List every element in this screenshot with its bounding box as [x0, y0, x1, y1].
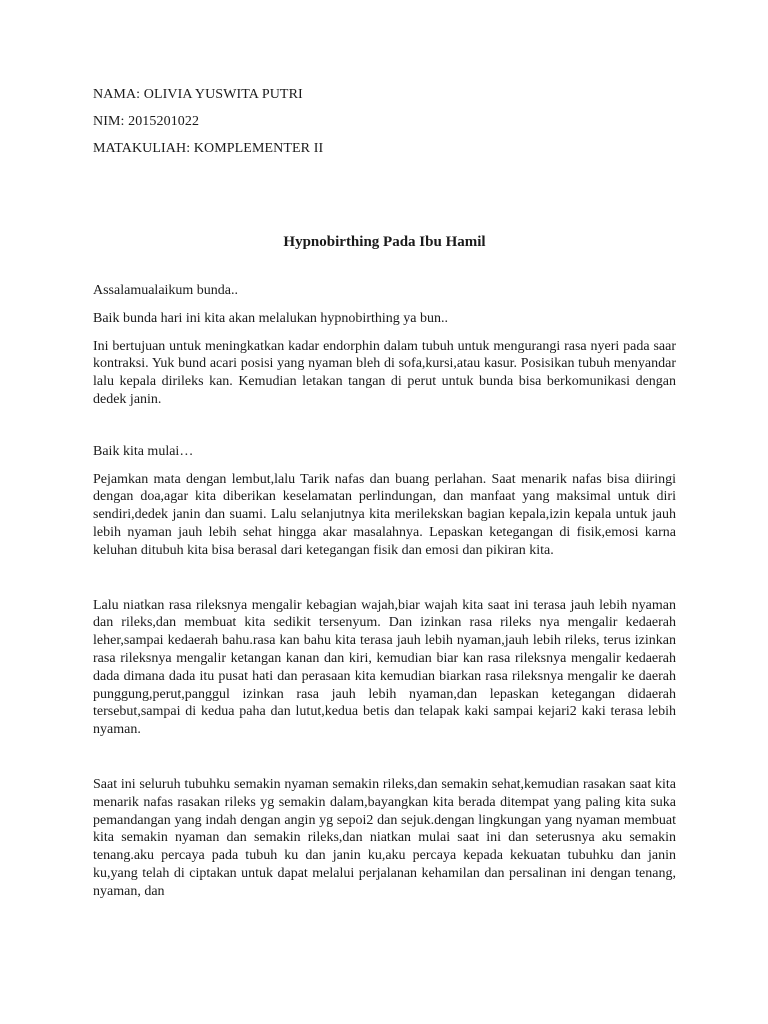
document-title: Hypnobirthing Pada Ibu Hamil: [283, 234, 486, 250]
student-id-line: NIM: 2015201022: [93, 114, 200, 129]
relaxation-paragraph: Lalu niatkan rasa rileksnya mengalir kebagian wajah,biar wajah kita saat ini terasa jauh lebih nyaman dan rileks,dan membuat kita sedikit tersenyum. Dan izinkan rasa rileks nya mengalir kedaerah leher,sampai kedaerah bahu.rasa kan bahu kita terasa jauh lebih nyaman,jauh lebih rileks, terus izinkan rasa rileksnya mengalir ketangan kanan dan kiri, kemudian biar kan rasa rileksnya mengalir kedaerah dada dimana dada itu pusat hati dan perasaan kita kemudian biarkan rasa rileksnya mengalir ke daerah punggung,perut,panggul izinkan rasa jauh lebih nyaman,dan lepaskan ketegangan didaerah tersebut,sampai di kedua paha dan lutut,kedua betis dan telapak kaki sampai kejari2 kaki terasa lebih nyaman.: [93, 597, 676, 738]
intro-paragraph: Baik bunda hari ini kita akan melalukan hypnobirthing ya bun..: [93, 310, 448, 326]
breathing-paragraph: Pejamkan mata dengan lembut,lalu Tarik nafas dan buang perlahan. Saat menarik nafas bisa diiringi dengan doa,agar kita diberikan keselamatan perlindungan, dan manfaat yang maksimal untuk diri sendiri,dedek janin dan suami. Lalu selanjutnya kita merilekskan bagian kepala,izin kepala untuk jauh lebih nyaman jauh lebih sehat hingga akar masalahnya. Lepaskan ketegangan di fisik,emosi karna keluhan ditubuh kita bisa berasal dari ketegangan fisik dan emosi dan pikiran kita.: [93, 471, 676, 558]
student-name-line: NAMA: OLIVIA YUSWITA PUTRI: [93, 87, 303, 102]
greeting-paragraph: Assalamualaikum bunda..: [93, 283, 239, 298]
purpose-paragraph: Ini bertujuan untuk meningkatkan kadar endorphin dalam tubuh untuk mengurangi rasa nyeri pada saar kontraksi. Yuk bund acari posisi yang nyaman bleh di sofa,kursi,atau kasur. Posisikan tubuh menyandar lalu kepala dirileks kan. Kemudian letakan tangan di perut untuk bunda bisa berkomunikasi dengan dedek janin.: [93, 338, 676, 407]
document-page: [93, 86, 676, 912]
start-paragraph: Baik kita mulai…: [93, 443, 194, 459]
visualization-paragraph: Saat ini seluruh tubuhku semakin nyaman semakin rileks,dan semakin sehat,kemudian rasakan saat kita menarik nafas rasakan rileks yg semakin dalam,bayangkan kita berada ditempat yang paling kita suka pemandangan yang indah dengan angin yg sepoi2 dan sejuk.dengan lingkungan yang nyaman membuat kita semakin nyaman dan semakin rileks,dan niatkan mulai saat ini dan seterusnya aku semakin tenang.aku percaya pada tubuh ku dan janin ku,aku percaya kepada kekuatan tubuhku dan janin ku,yang telah di ciptakan untuk dapat melalui perjalanan kehamilan dan persalinan ini dengan tenang, nyaman, dan: [93, 776, 676, 899]
course-line: MATAKULIAH: KOMPLEMENTER II: [93, 141, 324, 156]
